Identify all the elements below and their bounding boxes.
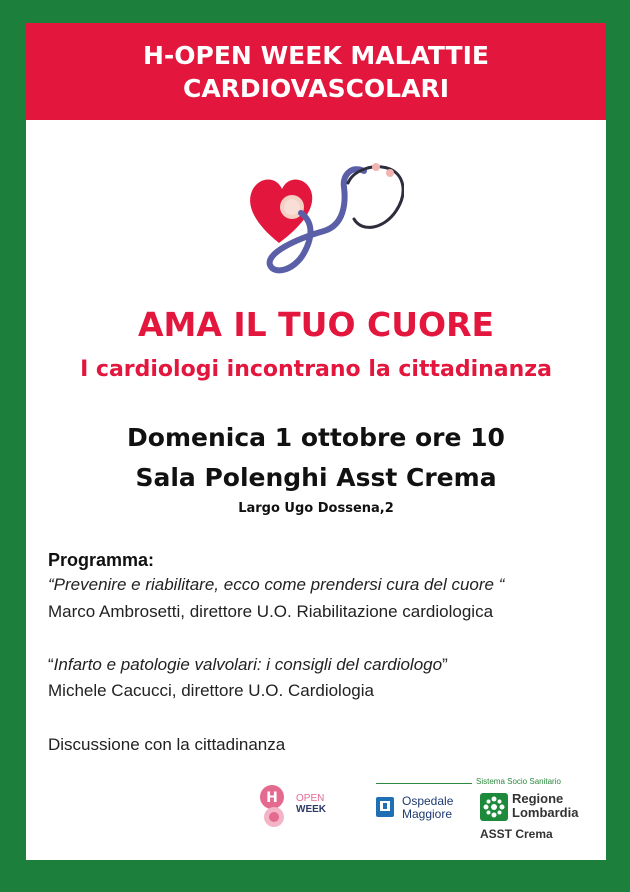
talk-2-speaker: Michele Cacucci, direttore U.O. Cardiologia bbox=[48, 681, 374, 700]
talk-1-speaker: Marco Ambrosetti, direttore U.O. Riabilitazione cardiologica bbox=[48, 602, 494, 621]
open-week-logo bbox=[258, 783, 368, 833]
hospital-name bbox=[402, 795, 453, 821]
event-address: Largo Ugo Dossena,2 bbox=[238, 501, 394, 516]
main-title: AMA IL TUO CUORE bbox=[137, 305, 495, 344]
regione-lombardia-icon bbox=[480, 793, 508, 821]
asst-label: ASST Crema bbox=[480, 827, 553, 841]
program-title: Programma: bbox=[48, 550, 155, 570]
hospital-icon bbox=[376, 797, 394, 817]
event-venue: Sala Polenghi Asst Crema bbox=[135, 463, 497, 492]
region-name bbox=[512, 792, 578, 820]
region-line-1: Regione bbox=[512, 791, 564, 806]
open-week-text bbox=[296, 793, 326, 815]
divider bbox=[376, 783, 472, 784]
heart-stethoscope-icon bbox=[244, 153, 404, 283]
region-line-2: Lombardia bbox=[512, 805, 579, 820]
talk-2-title bbox=[48, 653, 598, 677]
hospital-line-1: Ospedale bbox=[402, 794, 454, 808]
talk-2-quote-close: ” bbox=[442, 655, 448, 674]
main-subtitle: I cardiologi incontrano la cittadinanza bbox=[80, 357, 552, 382]
talk-2-quote-open: “ bbox=[48, 655, 54, 674]
partner-logos bbox=[376, 775, 602, 855]
system-label: Sistema Socio Sanitario bbox=[476, 777, 561, 786]
talk-1-title: “Prevenire e riabilitare, ecco come prendersi cura del cuore “ bbox=[48, 575, 505, 594]
event-date-time: Domenica 1 ottobre ore 10 bbox=[127, 423, 505, 452]
svg-text:H: H bbox=[266, 790, 278, 806]
talk-2-title-text: Infarto e patologie valvolari: i consigli del cardiologo bbox=[53, 655, 443, 674]
poster bbox=[26, 23, 606, 860]
open-week-line-2: WEEK bbox=[296, 804, 326, 815]
banner-line-1: H-OPEN WEEK MALATTIE bbox=[142, 40, 489, 70]
banner-line-2: CARDIOVASCOLARI bbox=[182, 73, 449, 103]
closing-discussion: Discussione con la cittadinanza bbox=[48, 735, 286, 754]
header-banner bbox=[26, 23, 606, 120]
open-week-line-1: OPEN bbox=[296, 793, 325, 804]
open-week-h-icon bbox=[258, 783, 294, 831]
hospital-line-2: Maggiore bbox=[402, 807, 453, 821]
